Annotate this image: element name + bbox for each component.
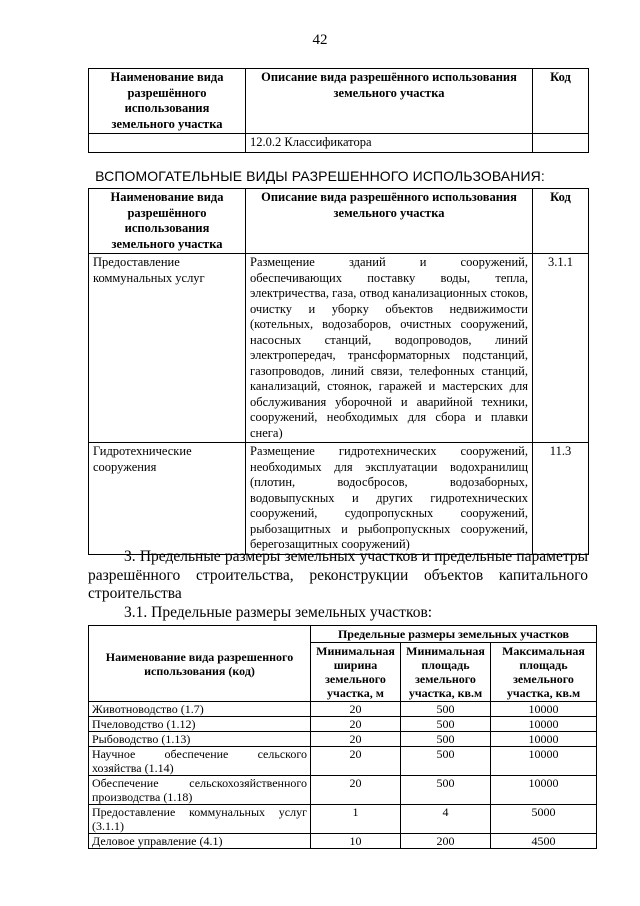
cell-min-width: 20 [311, 702, 401, 717]
cell-use-name: Предоставление коммунальных услуг [89, 254, 246, 443]
header-size-limits-group: Предельные размеры земельных участков [311, 626, 597, 643]
cell-min-area: 500 [401, 776, 491, 805]
table-row [89, 254, 589, 443]
header-code: Код [533, 69, 589, 134]
table-row [89, 747, 597, 776]
cell-max-area: 10000 [491, 747, 597, 776]
page-number: 42 [312, 32, 328, 48]
section-title: ВСПОМОГАТЕЛЬНЫЕ ВИДЫ РАЗРЕШЕННОГО ИСПОЛЬЗОВАНИЯ: [95, 168, 545, 184]
cell-use-name: Обеспечение сельскохозяйственного производства (1.18) [89, 776, 311, 805]
table-row [89, 776, 597, 805]
paragraph-3: 3. Предельные размеры земельных участков и предельные параметры разрешённого строительства, реконструкции объектов капитального строительства [88, 548, 588, 602]
table-header-row [89, 189, 589, 254]
cell-min-area: 4 [401, 805, 491, 834]
header-min-area: Минимальная площадь земельного участка, кв.м [401, 643, 491, 702]
cell-code: 11.3 [533, 443, 589, 555]
table-row [89, 805, 597, 834]
header-use-name: Наименование вида разрешённого использования земельного участка [89, 69, 246, 134]
cell-use-name: Животноводство (1.7) [89, 702, 311, 717]
cell-use-name: Рыбоводство (1.13) [89, 732, 311, 747]
cell-max-area: 10000 [491, 702, 597, 717]
cell-use-description: Размещение гидротехнических сооружений, необходимых для эксплуатации водохранилищ (плотин, водосбросов, водозаборных, водовыпускных и других гидротехнических сооружений, судопропускных сооружений, рыбозащитных и рыбопропускных сооружений, берегозащитных сооружений) [246, 443, 533, 555]
cell-min-area: 500 [401, 717, 491, 732]
cell-min-width: 20 [311, 747, 401, 776]
cell-max-area: 10000 [491, 732, 597, 747]
cell-min-width: 10 [311, 834, 401, 849]
cell-max-area: 5000 [491, 805, 597, 834]
header-use-name: Наименование вида разрешённого использования земельного участка [89, 189, 246, 254]
table-row [89, 702, 597, 717]
header-max-area: Максимальная площадь земельного участка, кв.м [491, 643, 597, 702]
cell-use-name: Деловое управление (4.1) [89, 834, 311, 849]
header-min-width: Минимальная ширина земельного участка, м [311, 643, 401, 702]
cell-min-area: 500 [401, 702, 491, 717]
auxiliary-use-table [88, 188, 589, 555]
permitted-use-table-continued [88, 68, 589, 153]
cell-use-name: Научное обеспечение сельского хозяйства (1.14) [89, 747, 311, 776]
cell-min-area: 500 [401, 732, 491, 747]
header-code: Код [533, 189, 589, 254]
cell-max-area: 10000 [491, 717, 597, 732]
cell-max-area: 10000 [491, 776, 597, 805]
cell-min-area: 500 [401, 747, 491, 776]
cell-use-name [89, 134, 246, 153]
cell-min-width: 20 [311, 717, 401, 732]
table-row [89, 134, 589, 153]
header-use-name-code: Наименование вида разрешенного использования (код) [89, 626, 311, 702]
cell-use-name: Пчеловодство (1.12) [89, 717, 311, 732]
cell-use-description: 12.0.2 Классификатора [246, 134, 533, 153]
cell-use-name: Гидротехнические сооружения [89, 443, 246, 555]
cell-min-width: 20 [311, 776, 401, 805]
table-header-row [89, 69, 589, 134]
cell-min-area: 200 [401, 834, 491, 849]
header-use-description: Описание вида разрешённого использования земельного участка [246, 69, 533, 134]
cell-min-width: 20 [311, 732, 401, 747]
paragraph-3-1: 3.1. Предельные размеры земельных участков: [124, 604, 433, 621]
header-use-description: Описание вида разрешённого использования земельного участка [246, 189, 533, 254]
cell-use-name: Предоставление коммунальных услуг (3.1.1) [89, 805, 311, 834]
table-row [89, 732, 597, 747]
table-header-row [89, 626, 597, 643]
table-row [89, 443, 589, 555]
cell-code [533, 134, 589, 153]
table-row [89, 834, 597, 849]
land-plot-size-limits-table [88, 625, 597, 849]
cell-min-width: 1 [311, 805, 401, 834]
cell-code: 3.1.1 [533, 254, 589, 443]
cell-use-description: Размещение зданий и сооружений, обеспечивающих поставку воды, тепла, электричества, газа, отвод канализационных стоков, очистку и уборку объектов недвижимости (котельных, водозаборов, очистных сооружений, насосных станций, водопроводов, линий электропередач, трансформаторных подстанций, газопроводов, линий связи, телефонных станций, канализаций, стоянок, гаражей и мастерских для обслуживания уборочной и аварийной техники, сооружений, необходимых для сбора и плавки снега) [246, 254, 533, 443]
cell-max-area: 4500 [491, 834, 597, 849]
table-row [89, 717, 597, 732]
